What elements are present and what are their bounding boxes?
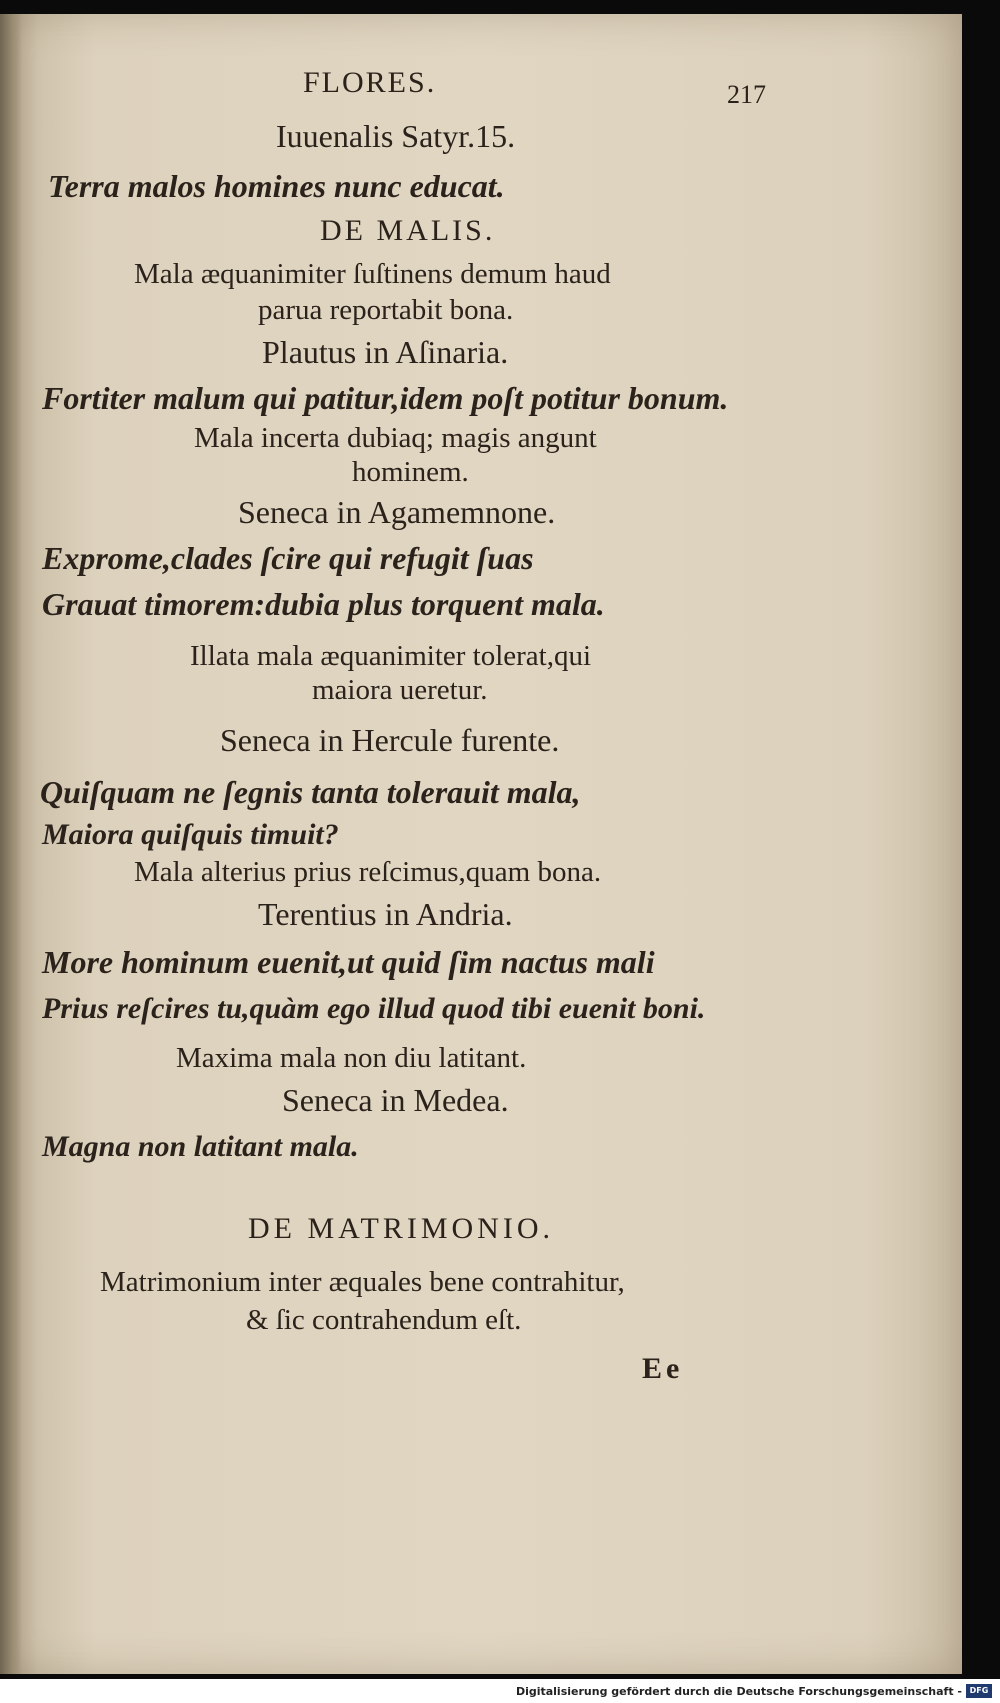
text-line: & ſic contrahendum eſt.: [246, 1304, 522, 1336]
text-line: Terentius in Andria.: [258, 896, 513, 932]
text-line: Grauat timorem:dubia plus torquent mala.: [42, 586, 605, 622]
dfg-logo: DFG: [966, 1684, 992, 1698]
text-line: maiora ueretur.: [312, 674, 488, 706]
text-line: Fortiter malum qui patitur,idem poſt potitur bonum.: [42, 380, 729, 416]
page-number: 217: [727, 80, 766, 109]
text-line: parua reportabit bona.: [258, 294, 514, 326]
text-line: Terra malos homines nunc educat.: [48, 168, 505, 204]
footer-credit: Digitalisierung gefördert durch die Deutsche Forschungsgemeinschaft -: [515, 1685, 962, 1698]
text-line: Mala incerta dubiaq; magis angunt: [194, 422, 597, 454]
catchword: Ee: [642, 1352, 684, 1385]
text-line: Mala æquanimiter ſuſtinens demum haud: [134, 258, 611, 290]
text-line: hominem.: [352, 456, 469, 488]
text-line: More hominum euenit,ut quid ſim nactus mali: [42, 944, 655, 980]
text-line: Seneca in Hercule furente.: [220, 722, 560, 758]
text-line: Seneca in Medea.: [282, 1082, 509, 1118]
text-line: Maiora quiſquis timuit?: [42, 818, 339, 851]
text-line: Prius reſcires tu,quàm ego illud quod tibi euenit boni.: [42, 992, 706, 1025]
text-line: Maxima mala non diu latitant.: [176, 1042, 527, 1074]
section-heading: DE MALIS.: [320, 214, 496, 247]
text-line: Exprome,clades ſcire qui refugit ſuas: [42, 540, 534, 576]
text-line: Plautus in Aſinaria.: [262, 334, 509, 370]
text-line: Magna non latitant mala.: [42, 1130, 359, 1163]
text-line: Seneca in Agamemnone.: [238, 494, 556, 530]
text-line: Quiſquam ne ſegnis tanta tolerauit mala,: [40, 774, 581, 810]
running-title: FLORES.: [303, 66, 437, 99]
section-heading: DE MATRIMONIO.: [248, 1212, 554, 1245]
book-spine: [0, 14, 22, 1674]
text-line: Mala alterius prius reſcimus,quam bona.: [134, 856, 602, 888]
text-line: Matrimonium inter æquales bene contrahitur,: [100, 1266, 625, 1298]
text-line: Iuuenalis Satyr.15.: [276, 118, 516, 154]
text-line: Illata mala æquanimiter tolerat,qui: [190, 640, 592, 672]
